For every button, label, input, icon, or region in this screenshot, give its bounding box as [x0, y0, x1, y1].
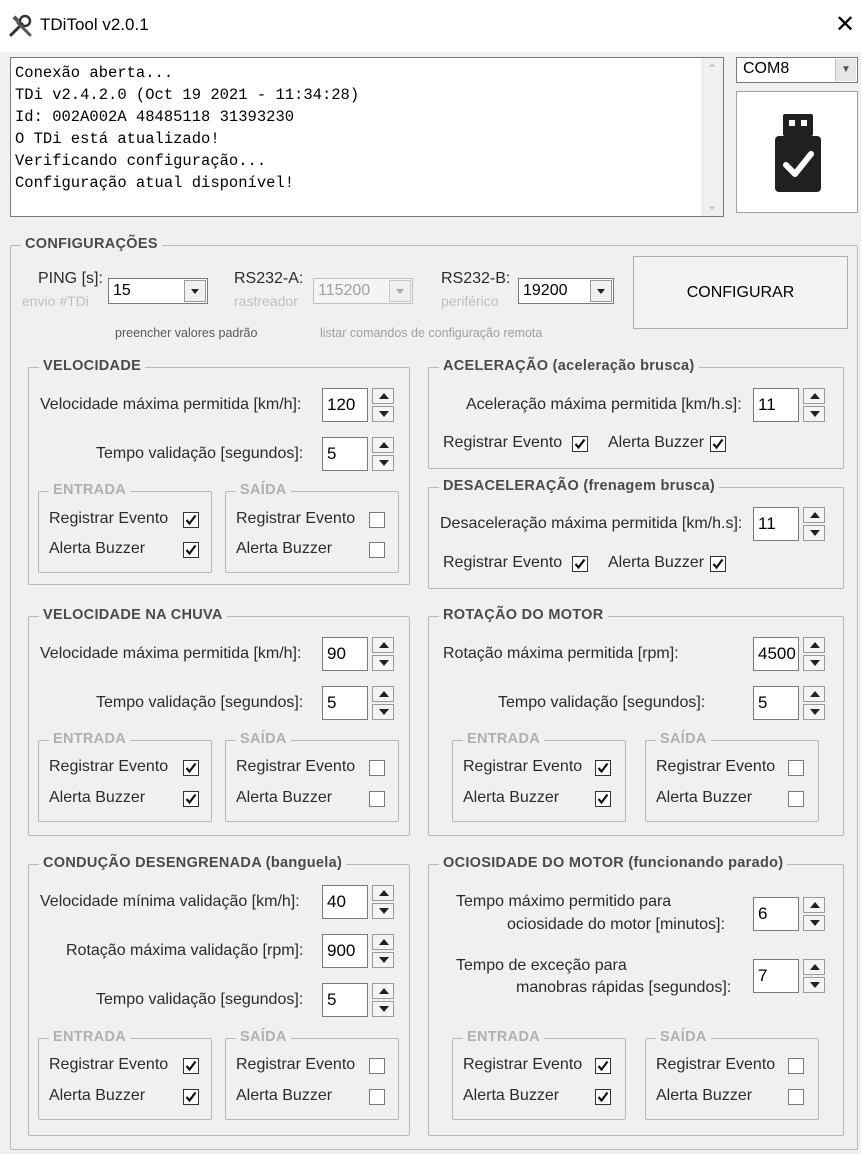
- banguela-saida-registrar-checkbox[interactable]: [369, 1058, 385, 1074]
- alerta-label: Alerta Buzzer: [236, 1087, 333, 1104]
- spin-up-icon[interactable]: [372, 686, 394, 702]
- velocidade-max-value[interactable]: 120: [327, 395, 356, 414]
- chuva-saida-group: [225, 731, 399, 822]
- registrar-label: Registrar Evento: [49, 1056, 169, 1073]
- registrar-label: Registrar Evento: [656, 1056, 776, 1073]
- rotacao-max-label: Rotação máxima permitida [rpm]:: [443, 645, 679, 662]
- saida-title: SAÍDA: [236, 1029, 291, 1045]
- chevron-down-icon[interactable]: [184, 280, 206, 302]
- aceleracao-max-value[interactable]: 11: [758, 395, 776, 414]
- configure-button[interactable]: CONFIGURAR: [633, 256, 848, 329]
- rs232b-value: 19200: [523, 282, 568, 299]
- velocidade-entrada-registrar-checkbox[interactable]: [183, 512, 199, 528]
- spin-down-icon[interactable]: [803, 704, 825, 720]
- alerta-label: Alerta Buzzer: [49, 540, 146, 557]
- ociosidade-max-label-2: ociosidade do motor [minutos]:: [507, 916, 725, 933]
- ociosidade-max-label-1: Tempo máximo permitido para: [456, 893, 672, 910]
- ociosidade-entrada-group: [452, 1029, 626, 1120]
- spin-up-icon[interactable]: [803, 388, 825, 404]
- aceleracao-title: ACELERAÇÃO (aceleração brusca): [439, 358, 699, 374]
- desaceleracao-max-label: Desaceleração máxima permitida [km/h.s]:: [440, 515, 743, 532]
- velocidade-saida-registrar-checkbox[interactable]: [369, 512, 385, 528]
- saida-title: SAÍDA: [656, 731, 711, 747]
- log-text: Conexão aberta... TDi v2.4.2.0 (Oct 19 2021 - 11:34:28) Id: 002A002A 48485118 31393230 O TDi está atualizado! Verificando configuração... Configuração atual disponível!: [15, 64, 360, 192]
- ping-value: 15: [113, 282, 131, 299]
- desaceleracao-alerta-checkbox[interactable]: [710, 556, 726, 572]
- chuva-tempo-label: Tempo validação [segundos]:: [96, 694, 304, 711]
- log-scrollbar[interactable]: [701, 58, 723, 216]
- chevron-down-icon: [389, 280, 411, 302]
- banguela-min-label: Velocidade mínima validação [km/h]:: [40, 893, 300, 910]
- registrar-label: Registrar Evento: [236, 758, 356, 775]
- ping-label: PING [s]:: [38, 270, 103, 287]
- saida-title: SAÍDA: [656, 1029, 711, 1045]
- chuva-entrada-alerta-checkbox[interactable]: [183, 791, 199, 807]
- banguela-entrada-group: [38, 1029, 212, 1120]
- ociosidade-entrada-alerta-checkbox[interactable]: [595, 1089, 611, 1105]
- banguela-saida-group: [225, 1029, 399, 1120]
- rotacao-max-value[interactable]: 4500: [758, 644, 796, 663]
- alerta-label: Alerta Buzzer: [49, 1087, 146, 1104]
- com-port-value: COM8: [743, 60, 790, 77]
- chuva-title: VELOCIDADE NA CHUVA: [39, 607, 227, 623]
- chevron-down-icon[interactable]: ▼: [835, 59, 856, 81]
- registrar-label: Registrar Evento: [463, 758, 583, 775]
- ociosidade-entrada-registrar-checkbox[interactable]: [595, 1058, 611, 1074]
- entrada-title: ENTRADA: [49, 482, 130, 498]
- ociosidade-exc-label-2: manobras rápidas [segundos]:: [516, 979, 732, 996]
- rs232b-label: RS232-B:: [441, 270, 511, 287]
- spin-up-icon[interactable]: [803, 637, 825, 653]
- rotacao-saida-alerta-checkbox[interactable]: [788, 791, 804, 807]
- registrar-label: Registrar Evento: [443, 434, 563, 451]
- banguela-min-value[interactable]: 40: [327, 892, 346, 911]
- chuva-tempo-value[interactable]: 5: [327, 693, 337, 712]
- banguela-tempo-value[interactable]: 5: [327, 990, 337, 1009]
- spin-up-icon[interactable]: [803, 507, 825, 523]
- spin-down-icon[interactable]: [372, 1001, 394, 1017]
- entrada-title: ENTRADA: [49, 1029, 130, 1045]
- spin-down-icon[interactable]: [803, 406, 825, 422]
- rs232a-select: [313, 278, 413, 304]
- spin-down-icon[interactable]: [372, 406, 394, 422]
- entrada-title: ENTRADA: [463, 731, 544, 747]
- rs232b-select[interactable]: [518, 278, 614, 304]
- spin-up-icon[interactable]: [372, 983, 394, 999]
- registrar-label: Registrar Evento: [49, 510, 169, 527]
- velocidade-entrada-alerta-checkbox[interactable]: [183, 542, 199, 558]
- ociosidade-title: OCIOSIDADE DO MOTOR (funcionando parado): [439, 855, 787, 871]
- alerta-label: Alerta Buzzer: [236, 540, 333, 557]
- ociosidade-exc-label-1: Tempo de exceção para: [456, 957, 627, 974]
- rotacao-tempo-label: Tempo validação [segundos]:: [498, 694, 706, 711]
- banguela-entrada-alerta-checkbox[interactable]: [183, 1089, 199, 1105]
- banguela-rot-label: Rotação máxima validação [rpm]:: [66, 942, 304, 959]
- aceleracao-alerta-checkbox[interactable]: [710, 436, 726, 452]
- spin-down-icon[interactable]: [803, 915, 825, 931]
- ping-sublabel: envio #TDi: [22, 293, 89, 309]
- registrar-label: Registrar Evento: [443, 554, 563, 571]
- banguela-title: CONDUÇÃO DESENGRENADA (banguela): [39, 855, 346, 871]
- alerta-label: Alerta Buzzer: [236, 789, 333, 806]
- velocidade-saida-alerta-checkbox[interactable]: [369, 542, 385, 558]
- spin-down-icon[interactable]: [372, 903, 394, 919]
- velocidade-tempo-label: Tempo validação [segundos]:: [96, 445, 304, 462]
- ociosidade-saida-registrar-checkbox[interactable]: [788, 1058, 804, 1074]
- spin-down-icon[interactable]: [372, 655, 394, 671]
- velocidade-title: VELOCIDADE: [39, 358, 145, 374]
- rotacao-entrada-alerta-checkbox[interactable]: [595, 791, 611, 807]
- chuva-saida-alerta-checkbox[interactable]: [369, 791, 385, 807]
- registrar-label: Registrar Evento: [236, 510, 356, 527]
- close-icon[interactable]: ✕: [834, 11, 856, 38]
- fill-defaults-link[interactable]: preencher valores padrão: [115, 326, 258, 340]
- usb-connected-icon: [737, 92, 857, 212]
- rotacao-saida-registrar-checkbox[interactable]: [788, 760, 804, 776]
- desaceleracao-max-value[interactable]: 11: [758, 514, 776, 533]
- saida-title: SAÍDA: [236, 731, 291, 747]
- ping-select[interactable]: [108, 278, 208, 304]
- log-textarea[interactable]: [10, 57, 724, 217]
- ociosidade-saida-alerta-checkbox[interactable]: [788, 1089, 804, 1105]
- rotacao-entrada-group: [452, 731, 626, 822]
- alerta-label: Alerta Buzzer: [656, 789, 753, 806]
- spin-down-icon[interactable]: [372, 952, 394, 968]
- velocidade-entrada-group: [38, 482, 212, 573]
- velocidade-tempo-value[interactable]: 5: [327, 444, 337, 463]
- rs232a-sublabel: rastreador: [234, 293, 298, 309]
- spin-down-icon[interactable]: [372, 704, 394, 720]
- list-remote-commands-link[interactable]: listar comandos de configuração remota: [320, 326, 543, 340]
- spin-up-icon[interactable]: [372, 885, 394, 901]
- scroll-down-icon[interactable]: ⌄: [706, 198, 718, 212]
- window-title: TDiTool v2.0.1: [40, 15, 149, 34]
- alerta-label: Alerta Buzzer: [608, 434, 705, 451]
- chuva-saida-registrar-checkbox[interactable]: [369, 760, 385, 776]
- chevron-down-icon[interactable]: [590, 280, 612, 302]
- alerta-label: Alerta Buzzer: [463, 1087, 560, 1104]
- title-bar: [0, 0, 861, 52]
- velocidade-max-label: Velocidade máxima permitida [km/h]:: [40, 396, 302, 413]
- ociosidade-max-value[interactable]: 6: [758, 904, 768, 923]
- banguela-tempo-label: Tempo validação [segundos]:: [96, 991, 304, 1008]
- rotacao-tempo-value[interactable]: 5: [758, 693, 768, 712]
- registrar-label: Registrar Evento: [236, 1056, 356, 1073]
- rotacao-saida-group: [645, 731, 819, 822]
- entrada-title: ENTRADA: [49, 731, 130, 747]
- alerta-label: Alerta Buzzer: [608, 554, 705, 571]
- chuva-entrada-group: [38, 731, 212, 822]
- rs232a-label: RS232-A:: [234, 270, 304, 287]
- alerta-label: Alerta Buzzer: [463, 789, 560, 806]
- spin-up-icon[interactable]: [372, 388, 394, 404]
- desaceleracao-title: DESACELERAÇÃO (frenagem brusca): [439, 478, 719, 494]
- aceleracao-registrar-checkbox[interactable]: [572, 436, 588, 452]
- rs232b-sublabel: periférico: [441, 293, 499, 309]
- spin-up-icon[interactable]: [803, 686, 825, 702]
- saida-title: SAÍDA: [236, 482, 291, 498]
- rs232a-value: 115200: [318, 282, 371, 299]
- spin-up-icon[interactable]: [803, 959, 825, 975]
- spin-up-icon[interactable]: [372, 437, 394, 453]
- spin-down-icon[interactable]: [372, 455, 394, 471]
- spin-down-icon[interactable]: [803, 525, 825, 541]
- banguela-saida-alerta-checkbox[interactable]: [369, 1089, 385, 1105]
- chuva-entrada-registrar-checkbox[interactable]: [183, 760, 199, 776]
- registrar-label: Registrar Evento: [49, 758, 169, 775]
- rotacao-title: ROTAÇÃO DO MOTOR: [439, 607, 608, 623]
- spin-up-icon[interactable]: [372, 934, 394, 950]
- spin-up-icon[interactable]: [372, 637, 394, 653]
- registrar-label: Registrar Evento: [656, 758, 776, 775]
- alerta-label: Alerta Buzzer: [656, 1087, 753, 1104]
- spin-up-icon[interactable]: [803, 897, 825, 913]
- chuva-max-value[interactable]: 90: [327, 644, 346, 663]
- desaceleracao-registrar-checkbox[interactable]: [572, 556, 588, 572]
- com-port-select[interactable]: [736, 57, 858, 83]
- chuva-max-label: Velocidade máxima permitida [km/h]:: [40, 645, 302, 662]
- registrar-label: Registrar Evento: [463, 1056, 583, 1073]
- usb-status-panel: [736, 91, 858, 213]
- config-group-title: CONFIGURAÇÕES: [21, 236, 162, 252]
- tools-icon: [8, 14, 34, 40]
- ociosidade-exc-value[interactable]: 7: [758, 966, 768, 985]
- spin-down-icon[interactable]: [803, 655, 825, 671]
- entrada-title: ENTRADA: [463, 1029, 544, 1045]
- scroll-up-icon[interactable]: ⌃: [706, 62, 718, 76]
- spin-down-icon[interactable]: [803, 977, 825, 993]
- ociosidade-saida-group: [645, 1029, 819, 1120]
- banguela-entrada-registrar-checkbox[interactable]: [183, 1058, 199, 1074]
- velocidade-saida-group: [225, 482, 399, 573]
- banguela-rot-value[interactable]: 900: [327, 941, 356, 960]
- rotacao-entrada-registrar-checkbox[interactable]: [595, 760, 611, 776]
- alerta-label: Alerta Buzzer: [49, 789, 146, 806]
- aceleracao-max-label: Aceleração máxima permitida [km/h.s]:: [466, 396, 742, 413]
